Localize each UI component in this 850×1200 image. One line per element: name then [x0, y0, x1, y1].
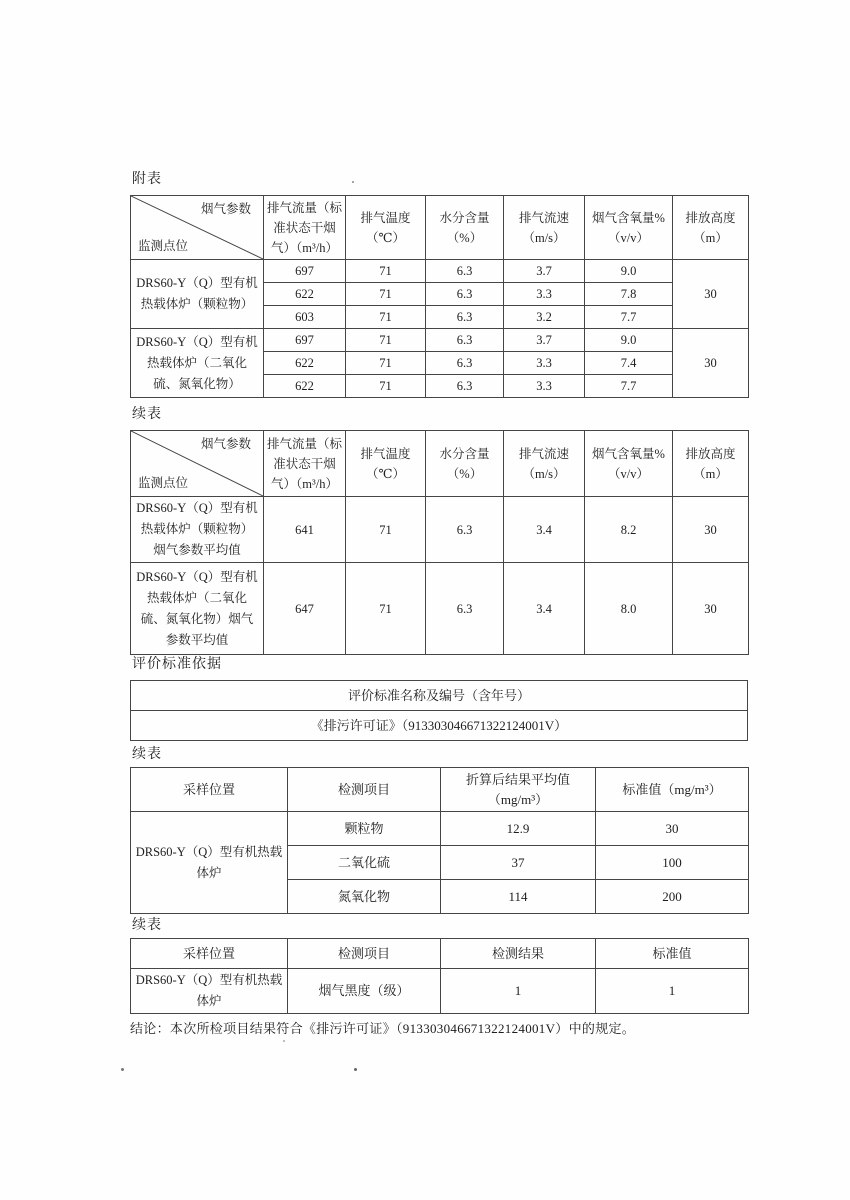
- value-cell: 697: [264, 329, 346, 352]
- value-cell: 7.8: [585, 283, 673, 306]
- page-content: [130, 170, 749, 1038]
- standard-value-cell: 30: [596, 812, 749, 846]
- value-cell: 6.3: [426, 329, 504, 352]
- test-item-cell: 烟气黑度（级）: [288, 969, 441, 1014]
- header-cell-test-result: 检测结果: [441, 939, 596, 969]
- conclusion-text: 结论：本次所检项目结果符合《排污许可证》（913303046671322124001V）中的规定。: [130, 1021, 636, 1036]
- header-cell-flow: 排气流量（标准状态干烟气）（m³/h）: [264, 196, 346, 260]
- stack-height-cell: 30: [673, 260, 749, 329]
- header-cell-standard-value: 标准值: [596, 939, 749, 969]
- value-cell: 71: [346, 563, 426, 655]
- standard-name-header-cell: 评价标准名称及编号（含年号）: [131, 681, 748, 711]
- header-cell-temperature: 排气温度（℃）: [346, 431, 426, 497]
- value-cell: 622: [264, 375, 346, 398]
- header-cell-velocity: 排气流速（m/s）: [504, 196, 585, 260]
- permit-entry-cell: 《排污许可证》（913303046671322124001V）: [131, 711, 748, 741]
- table-row: [131, 969, 749, 1014]
- value-cell: 71: [346, 306, 426, 329]
- value-cell: 6.3: [426, 497, 504, 563]
- value-cell: 71: [346, 283, 426, 306]
- corner-label-monitoring-point: 监测点位: [138, 239, 189, 253]
- continued-table-label: 续表: [132, 407, 162, 422]
- value-cell: 3.2: [504, 306, 585, 329]
- value-cell: 71: [346, 329, 426, 352]
- value-cell: 30: [673, 563, 749, 655]
- monitoring-point-label: DRS60-Y（Q）型有机热载体炉（二氧化硫、氮氧化物）: [131, 329, 264, 398]
- continued-table-label: 续表: [132, 918, 162, 933]
- value-cell: 7.4: [585, 352, 673, 375]
- test-item-cell: 颗粒物: [288, 812, 441, 846]
- evaluation-standard-label: 评价标准依据: [132, 657, 222, 672]
- table-row: [131, 681, 748, 711]
- value-cell: 71: [346, 352, 426, 375]
- evaluation-standard-table: [130, 680, 748, 741]
- header-cell-moisture: 水分含量（%）: [426, 196, 504, 260]
- flue-gas-averages-table: [130, 430, 749, 655]
- diagonal-header-cell: [131, 196, 264, 260]
- test-item-cell: 氮氧化物: [288, 880, 441, 914]
- value-cell: 6.3: [426, 375, 504, 398]
- value-cell: 71: [346, 260, 426, 283]
- continued-table-label: 续表: [132, 747, 162, 762]
- table-row: [131, 497, 749, 563]
- value-cell: 8.0: [585, 563, 673, 655]
- sampling-location-cell: DRS60-Y（Q）型有机热载体炉: [131, 969, 288, 1014]
- header-row: [131, 768, 749, 812]
- header-cell-velocity: 排气流速（m/s）: [504, 431, 585, 497]
- avg-result-cell: 37: [441, 846, 596, 880]
- header-cell-sampling-location: 采样位置: [131, 768, 288, 812]
- test-item-cell: 二氧化硫: [288, 846, 441, 880]
- value-cell: 6.3: [426, 283, 504, 306]
- value-cell: 6.3: [426, 306, 504, 329]
- value-cell: 9.0: [585, 260, 673, 283]
- value-cell: 71: [346, 375, 426, 398]
- avg-result-cell: 114: [441, 880, 596, 914]
- header-row: [131, 431, 749, 497]
- value-cell: 8.2: [585, 497, 673, 563]
- header-row: [131, 196, 749, 260]
- value-cell: 3.4: [504, 563, 585, 655]
- scan-speck: [352, 181, 354, 183]
- value-cell: 3.4: [504, 497, 585, 563]
- header-row: [131, 939, 749, 969]
- table-row: [131, 329, 749, 352]
- stack-height-cell: 30: [673, 329, 749, 398]
- value-cell: 71: [346, 497, 426, 563]
- diagonal-header-cell: [131, 431, 264, 497]
- value-cell: 3.7: [504, 260, 585, 283]
- value-cell: 603: [264, 306, 346, 329]
- header-cell-flow: 排气流量（标准状态干烟气）（m³/h）: [264, 431, 346, 497]
- header-cell-stack-height: 排放高度（m）: [673, 431, 749, 497]
- value-cell: 647: [264, 563, 346, 655]
- value-cell: 622: [264, 352, 346, 375]
- value-cell: 6.3: [426, 352, 504, 375]
- appendix-table-label: 附表: [132, 172, 162, 187]
- value-cell: 3.3: [504, 283, 585, 306]
- value-cell: 30: [673, 497, 749, 563]
- avg-result-cell: 12.9: [441, 812, 596, 846]
- header-cell-test-item: 检测项目: [288, 768, 441, 812]
- corner-label-parameters: 烟气参数: [200, 437, 251, 451]
- corner-label-monitoring-point: 监测点位: [138, 476, 189, 490]
- table-row: [131, 711, 748, 741]
- value-cell: 3.3: [504, 375, 585, 398]
- header-cell-moisture: 水分含量（%）: [426, 431, 504, 497]
- header-cell-temperature: 排气温度（℃）: [346, 196, 426, 260]
- scan-speck: [121, 1068, 124, 1071]
- value-cell: 6.3: [426, 260, 504, 283]
- flue-gas-parameters-table: [130, 195, 749, 398]
- table-row: [131, 260, 749, 283]
- smoke-blackness-table: [130, 938, 749, 1014]
- value-cell: 641: [264, 497, 346, 563]
- value-cell: 622: [264, 283, 346, 306]
- sampling-location-cell: DRS60-Y（Q）型有机热载体炉: [131, 812, 288, 914]
- value-cell: 3.3: [504, 352, 585, 375]
- header-cell-oxygen: 烟气含氧量%（v/v）: [585, 196, 673, 260]
- value-cell: 3.7: [504, 329, 585, 352]
- header-cell-oxygen: 烟气含氧量%（v/v）: [585, 431, 673, 497]
- corner-label-parameters: 烟气参数: [200, 202, 251, 216]
- header-cell-sampling-location: 采样位置: [131, 939, 288, 969]
- value-cell: 7.7: [585, 306, 673, 329]
- header-cell-stack-height: 排放高度（m）: [673, 196, 749, 260]
- monitoring-point-label: DRS60-Y（Q）型有机热载体炉（颗粒物）: [131, 260, 264, 329]
- value-cell: 9.0: [585, 329, 673, 352]
- scan-speck: [354, 1068, 357, 1071]
- standard-value-cell: 1: [596, 969, 749, 1014]
- value-cell: 697: [264, 260, 346, 283]
- test-result-cell: 1: [441, 969, 596, 1014]
- value-cell: 6.3: [426, 563, 504, 655]
- header-cell-test-item: 检测项目: [288, 939, 441, 969]
- table-row: [131, 563, 749, 655]
- converted-results-table: [130, 767, 749, 914]
- header-cell-standard-value: 标准值（mg/m³）: [596, 768, 749, 812]
- monitoring-point-label: DRS60-Y（Q）型有机热载体炉（颗粒物）烟气参数平均值: [131, 497, 264, 563]
- standard-value-cell: 100: [596, 846, 749, 880]
- value-cell: 7.7: [585, 375, 673, 398]
- standard-value-cell: 200: [596, 880, 749, 914]
- monitoring-point-label: DRS60-Y（Q）型有机热载体炉（二氧化硫、氮氧化物）烟气参数平均值: [131, 563, 264, 655]
- table-row: [131, 812, 749, 846]
- scan-speck: [283, 1040, 285, 1042]
- header-cell-avg-result: 折算后结果平均值（mg/m³）: [441, 768, 596, 812]
